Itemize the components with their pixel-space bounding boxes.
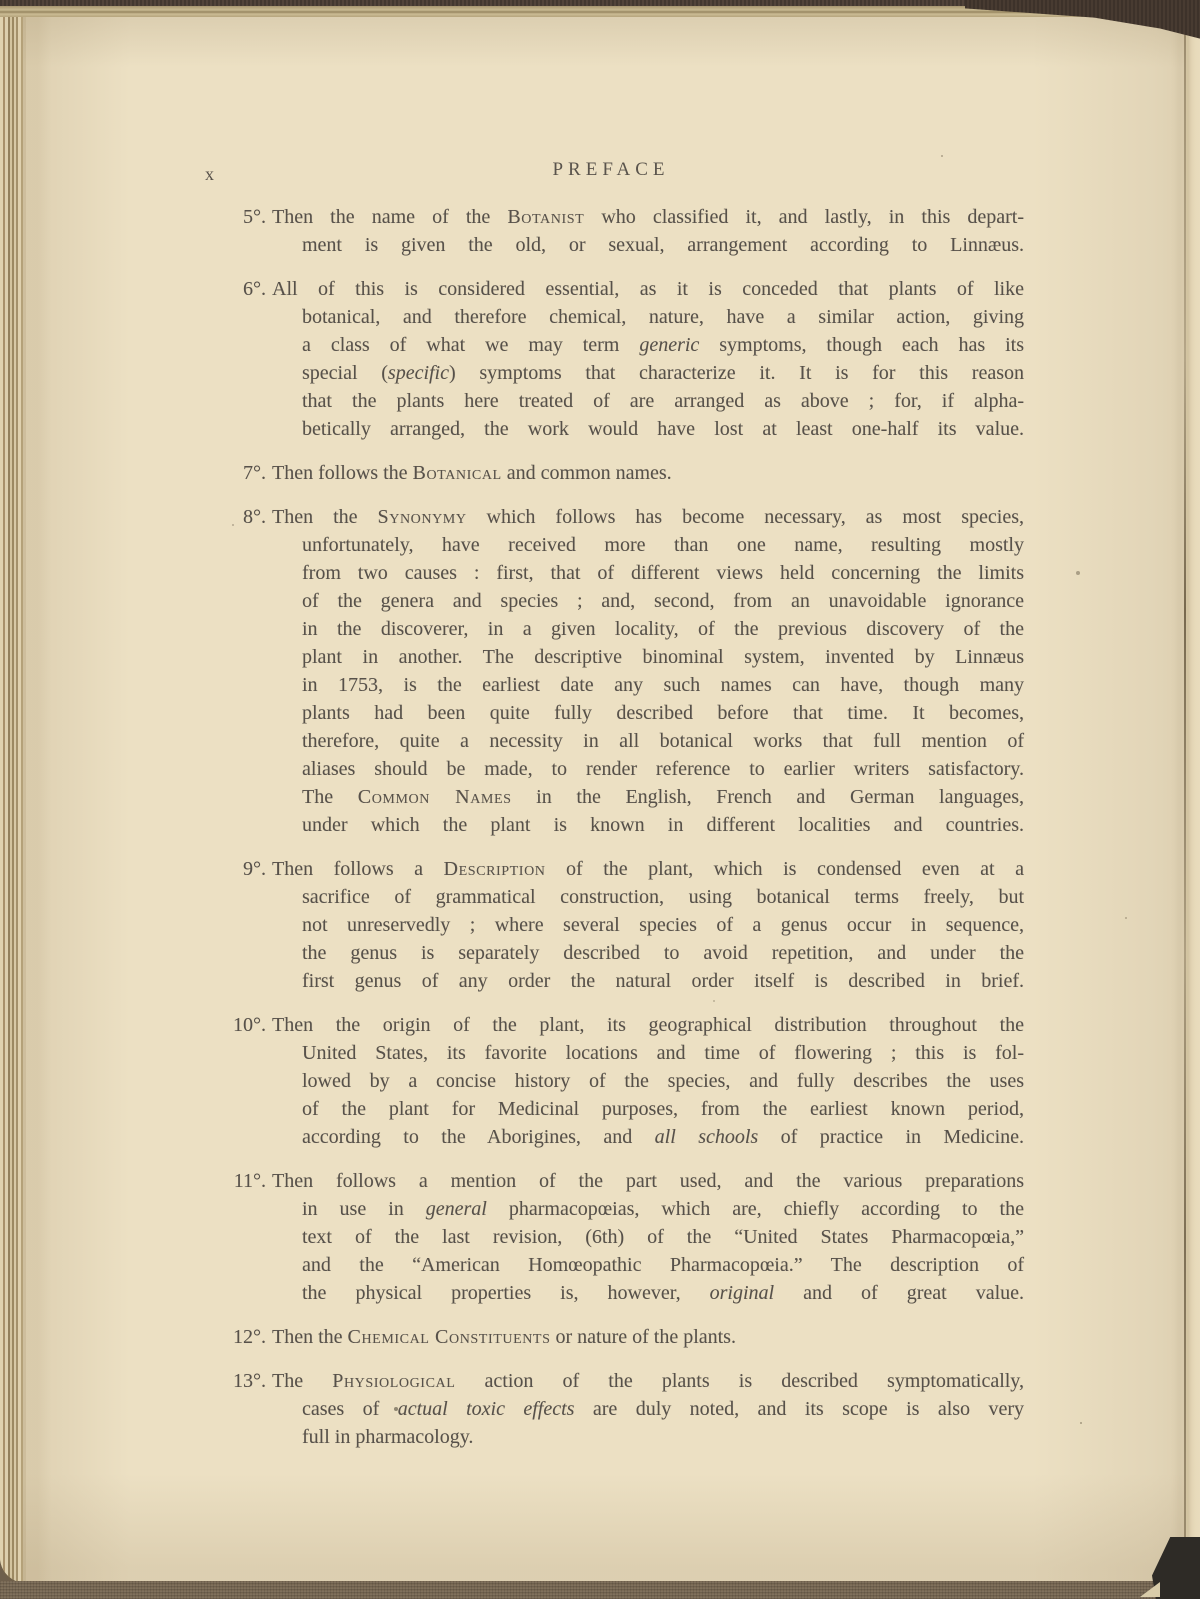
italic-text: original [709,1282,775,1304]
text-line [272,855,1024,883]
text-segment: special ( [302,362,388,384]
text-segment: the genus is separately described to avoid repetition, and under the [302,942,1024,964]
text-line [302,303,1024,331]
text-line [302,727,1024,755]
preface-items [198,203,1024,1451]
preface-item [198,459,1024,487]
text-line [302,231,1024,259]
text-segment: unfortunately, have received more than one name, resulting mostly [302,534,1024,556]
preface-item [198,1011,1024,1151]
text-segment: under which the plant is known in different localities and countries. [302,814,1024,836]
text-segment: a class of what we may term [302,334,640,356]
smallcaps-text: Description [443,858,546,880]
text-line [302,387,1024,415]
text-segment: therefore, quite a necessity in all botanical works that full mention of [302,730,1024,752]
preface-item [198,503,1024,839]
text-segment: not unreservedly ; where several species of a genus occur in sequence, [302,914,1024,936]
text-segment: symptoms, though each has its [699,334,1024,356]
text-segment: ) symptoms that characterize it. It is for this reason [449,362,1024,384]
text-segment: cases of [302,1398,398,1420]
book-page [0,12,1200,1583]
text-line [302,415,1024,443]
text-line [272,459,1024,487]
item-number: 5°. [243,206,266,228]
text-segment: in the discoverer, in a given locality, of the previous discovery of the [302,618,1024,640]
book-cover-cloth-bottom [0,1581,1200,1599]
text-segment: the physical properties is, however, [302,1282,710,1304]
text-segment: Then the [272,1326,348,1348]
text-line [302,783,1024,811]
text-line [302,1067,1024,1095]
text-segment: that the plants here treated of are arranged as above ; for, if alpha- [302,390,1024,412]
text-line [302,939,1024,967]
smallcaps-text: Botanist [507,206,585,228]
text-segment: text of the last revision, (6th) of the “United States Pharmacopœia,” [302,1226,1024,1248]
text-segment: and of great value. [774,1282,1024,1304]
text-line [302,615,1024,643]
text-line [302,559,1024,587]
text-line [302,671,1024,699]
italic-text: specific [387,362,449,384]
text-segment: first genus of any order the natural order itself is described in brief. [302,970,1024,992]
text-segment: in the English, French and German languages, [511,786,1024,808]
text-line [302,331,1024,359]
text-line [272,1323,1024,1351]
item-number: 13°. [233,1370,266,1392]
text-line [272,503,1024,531]
text-segment: All of this is considered essential, as it is conceded that plants of like [272,278,1024,300]
text-segment: Then the name of the [272,206,508,228]
text-line [302,1095,1024,1123]
text-line [302,699,1024,727]
italic-text: actual toxic effects [397,1398,575,1420]
preface-item [198,1367,1024,1451]
text-segment: full in pharmacology. [302,1426,474,1448]
text-segment: aliases should be made, to render reference to earlier writers satisfactory. [302,758,1024,780]
adjacent-page-edge [1186,12,1200,1583]
preface-item [198,203,1024,259]
text-segment: according to the Aborigines, and [302,1126,655,1148]
text-segment: plant in another. The descriptive binominal system, invented by Linnæus [302,646,1024,668]
smallcaps-text: Botanical [412,462,502,484]
text-line [302,755,1024,783]
item-number: 7°. [243,462,266,484]
text-segment: in use in [302,1198,426,1220]
text-line [302,967,1024,995]
item-number: 8°. [243,506,266,528]
text-segment: are duly noted, and its scope is also very [574,1398,1024,1420]
text-segment: of the plant for Medicinal purposes, from the earliest known period, [302,1098,1024,1120]
page-title: PREFACE [552,159,670,180]
text-segment: in 1753, is the earliest date any such names can have, though many [302,674,1024,696]
smallcaps-text: Synonymy [377,506,467,528]
page-number: x [205,164,215,184]
text-line [302,531,1024,559]
preface-item [198,275,1024,443]
text-segment: which follows has become necessary, as most species, [466,506,1024,528]
text-line [302,1123,1024,1151]
page-edge-crease [1184,12,1186,1583]
text-segment: The [302,786,358,808]
text-segment: Then follows a [272,858,444,880]
text-line [302,1251,1024,1279]
item-number: 6°. [243,278,266,300]
page-stack-left-edges [0,12,58,1583]
text-segment: from two causes : first, that of different views held concerning the limits [302,562,1024,584]
text-line [302,1423,1024,1451]
text-segment: action of the plants is described symptomatically, [455,1370,1025,1392]
text-segment: of the genera and species ; and, second, from an unavoidable ignorance [302,590,1024,612]
preface-item [198,855,1024,995]
text-line [302,359,1024,387]
text-line [302,1279,1024,1307]
text-segment: United States, its favorite locations and time of flowering ; this is fol- [302,1042,1024,1064]
text-segment: betically arranged, the work would have lost at least one-half its value. [302,418,1024,440]
text-segment: of the plant, which is condensed even at a [545,858,1024,880]
italic-text: all schools [654,1126,759,1148]
text-line [302,883,1024,911]
item-number: 9°. [243,858,266,880]
text-line [302,1395,1024,1423]
text-segment: Then follows a mention of the part used, and the various preparations [272,1170,1024,1192]
item-number: 11°. [233,1170,266,1192]
preface-item [198,1323,1024,1351]
text-segment: sacrifice of grammatical construction, using botanical terms freely, but [302,886,1024,908]
text-line [302,643,1024,671]
item-number: 12°. [233,1326,266,1348]
text-line [272,1011,1024,1039]
text-line [302,1223,1024,1251]
text-line [302,587,1024,615]
text-segment: plants had been quite fully described before that time. It becomes, [302,702,1024,724]
preface-item [198,1167,1024,1307]
text-segment: The [272,1370,333,1392]
text-segment: botanical, and therefore chemical, nature, have a similar action, giving [302,306,1024,328]
text-line [272,1367,1024,1395]
italic-text: generic [639,334,700,356]
text-segment: or nature of the plants. [550,1326,736,1348]
text-segment: pharmacopœias, which are, chiefly according to the [486,1198,1024,1220]
text-segment: Then follows the [272,462,413,484]
text-segment: Then the origin of the plant, its geographical distribution throughout the [272,1014,1024,1036]
smallcaps-text: Common Names [357,786,512,808]
text-segment: lowed by a concise history of the species, and fully describes the uses [302,1070,1024,1092]
text-line [302,911,1024,939]
text-segment: and common names. [501,462,672,484]
smallcaps-text: Physiological [332,1370,456,1392]
smallcaps-text: Chemical Constituents [347,1326,551,1348]
text-segment: of practice in Medicine. [758,1126,1024,1148]
text-line [272,275,1024,303]
text-line [302,1195,1024,1223]
text-segment: ment is given the old, or sexual, arrangement according to Linnæus. [302,234,1024,256]
text-line [272,1167,1024,1195]
text-line [302,811,1024,839]
italic-text: general [425,1198,487,1220]
text-segment: Then the [272,506,378,528]
text-line [302,1039,1024,1067]
text-line [272,203,1024,231]
item-number: 10°. [233,1014,266,1036]
text-segment: who classified it, and lastly, in this depart- [584,206,1025,228]
text-segment: and the “American Homœopathic Pharmacopœia.” The description of [302,1254,1024,1276]
